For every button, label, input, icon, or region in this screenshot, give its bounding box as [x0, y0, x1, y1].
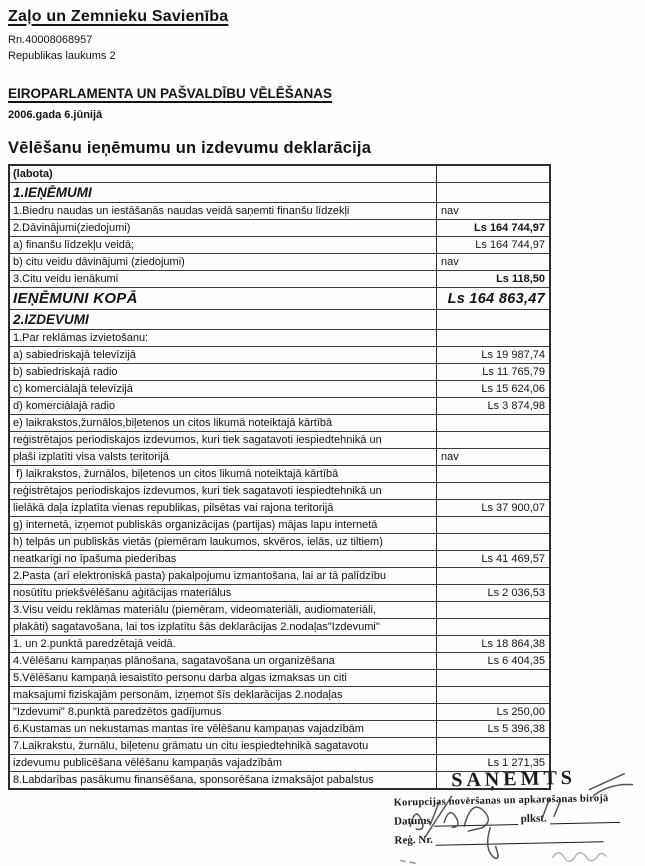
stamp-office-text: Korupcijas novēršanas un apkarošanas birojā [393, 793, 609, 809]
table-row [10, 347, 549, 364]
row-label: (labota) [10, 166, 437, 182]
table-row [10, 670, 549, 687]
table-row [10, 203, 549, 220]
row-value [437, 687, 549, 703]
row-value: Ls 164 744,97 [474, 222, 545, 234]
row-value [437, 310, 549, 329]
row-label: a) finanšu līdzekļu veidā; [10, 237, 437, 253]
table-row [10, 602, 549, 619]
row-value: Ls 250,00 [496, 706, 545, 718]
row-value: Ls 1 271,35 [487, 757, 545, 769]
row-value [437, 330, 549, 346]
row-label: 2.IZDEVUMI [10, 310, 437, 329]
row-label: izdevumu publicēšana vēlēšanu kampaņās vajadzībām [10, 755, 437, 771]
organization-address: Republikas laukums 2 [8, 50, 116, 62]
table-row [10, 551, 549, 568]
row-label: 3.Citu veidu ienākumi [10, 271, 437, 287]
row-value: nav [441, 451, 459, 463]
row-label: 3.Visu veidu reklāmas materiālu (piemēram, videomateriāli, audiomateriāli, [10, 602, 437, 618]
row-label: 1.Biedru naudas un iestāšanās naudas veidā saņemti finanšu līdzekļi [10, 203, 437, 219]
table-row [10, 653, 549, 670]
stamp-received-text: SAŅEMTS [451, 766, 577, 792]
table-row [10, 237, 549, 254]
row-label: 8.Labdarības pasākumu finansēšana, sponsorēšana izmaksājot pabalstus [10, 772, 437, 788]
table-row [10, 568, 549, 585]
received-stamp [393, 765, 645, 866]
table-row [10, 183, 549, 203]
row-label: maksajumi fiziskajām personām, izņemot šīs deklarācijas 2.nodaļas [10, 687, 437, 703]
table-row [10, 466, 549, 483]
table-row [10, 721, 549, 738]
declaration-table [8, 164, 551, 790]
table-row [10, 415, 549, 432]
document-header [0, 0, 645, 158]
row-value: Ls 164 863,47 [447, 291, 545, 307]
stamp-reg-blank [436, 830, 604, 846]
row-label: c) komerciālajā televīzijā [10, 381, 437, 397]
row-label: 1. un 2.punktā paredzētajā veidā. [10, 636, 437, 652]
row-value: Ls 5 396,38 [487, 723, 545, 735]
row-value: Ls 164 744,97 [475, 239, 545, 251]
row-label: lielākā daļa izplatīta vienas republikas, pilsētas vai rajona teritorijā [10, 500, 437, 516]
stamp-reg-label: Reģ. Nr. [394, 833, 434, 847]
row-label: neatkarīgi no īpašuma piederības [10, 551, 437, 567]
row-value [437, 670, 549, 686]
table-row [10, 364, 549, 381]
row-label: reģistrētajos periodiskajos izdevumos, kuri tiek sagatavoti iespiedtehnikā un [10, 483, 437, 499]
stamp-date-line [394, 810, 644, 827]
stamp-date-blank [434, 813, 518, 827]
table-row [10, 310, 549, 330]
registration-number: Rn.40008068957 [8, 34, 93, 46]
row-value: Ls 19 987,74 [481, 349, 545, 361]
row-value: Ls 3 874,98 [487, 400, 545, 412]
row-value: nav [441, 256, 459, 268]
row-value [437, 534, 549, 550]
table-row [10, 398, 549, 415]
row-value [437, 183, 549, 202]
table-row [10, 636, 549, 653]
row-value: Ls 37 900,07 [481, 502, 545, 514]
table-row [10, 704, 549, 721]
row-value: Ls 18 864,38 [481, 638, 545, 650]
table-row [10, 619, 549, 636]
row-value [437, 602, 549, 618]
row-label: g) internetā, izņemot publiskās organizācijas (partijas) mājas lapu internetā [10, 517, 437, 533]
row-label: "Izdevumi" 8.punktā paredzētos gadījumus [10, 704, 437, 720]
stamp-reg-line [394, 829, 644, 846]
row-value [437, 738, 549, 754]
row-label: nosūtītu priekšvēlēšanu aģitācijas materiālus [10, 585, 437, 601]
row-label: b) citu veidu dāvinājumi (ziedojumi) [10, 254, 437, 270]
table-row [10, 288, 549, 310]
table-row [10, 517, 549, 534]
row-value: Ls 2 036,53 [487, 587, 545, 599]
row-value: Ls 15 624,06 [481, 383, 545, 395]
row-value [437, 466, 549, 482]
table-row [10, 687, 549, 704]
row-value: Ls 11 765,79 [482, 366, 545, 378]
row-label: 7.Laikrakstu, žurnālu, biļetenu grāmatu un citu iespiedtehnikā sagatavotu [10, 738, 437, 754]
row-label: 4.Vēlēšanu kampaņas plānošana, sagatavošana un organizēšana [10, 653, 437, 669]
stamp-time-blank [550, 811, 620, 824]
table-row [10, 534, 549, 551]
row-label: f) laikrakstos, žurnālos, biļetenos un citos likumā noteiktajā kārtībā [10, 466, 437, 482]
stamp-time-label: plkst. [520, 812, 547, 825]
table-row [10, 432, 549, 449]
row-label: plakāti) sagatavošana, lai tos izplatītu šās deklarācijas 2.nodaļas"Izdevumi" [10, 619, 437, 635]
row-label: h) telpās un publiskās vietās (piemēram laukumos, skvēros, ielās, uz tiltiem) [10, 534, 437, 550]
table-row [10, 166, 549, 183]
table-row [10, 483, 549, 500]
row-value: Ls 118,50 [496, 273, 545, 285]
election-date: 2006.gada 6.jūnijā [8, 109, 103, 121]
stamp-date-label: Datums [393, 814, 431, 828]
row-value: nav [441, 205, 459, 217]
row-label: a) sabiedriskajā televīzijā [10, 347, 437, 363]
row-value [437, 432, 549, 448]
row-value [437, 483, 549, 499]
organization-name: Zaļo un Zemnieku Savienība [8, 8, 229, 25]
row-label: plaši izplatīti visa valsts teritorijā [10, 449, 437, 465]
election-title: EIROPARLAMENTA UN PAŠVALDĪBU VĒLĒŠANAS [8, 86, 333, 101]
table-row [10, 271, 549, 288]
row-value [437, 517, 549, 533]
row-label: IEŅĒMUNI KOPĀ [10, 288, 437, 309]
table-row [10, 738, 549, 755]
row-label: reģistrētajos periodiskajos izdevumos, kuri tiek sagatavoti iespiedtehnikā un [10, 432, 437, 448]
table-row [10, 449, 549, 466]
table-row [10, 381, 549, 398]
row-label: 1.Par reklāmas izvietošanu: [10, 330, 437, 346]
document-title: Vēlēšanu ieņēmumu un izdevumu deklarācija [8, 139, 372, 157]
row-label: 1.IEŅĒMUMI [10, 183, 437, 202]
table-row [10, 500, 549, 517]
row-value: Ls 6 404,35 [487, 655, 545, 667]
table-row [10, 220, 549, 237]
row-label: e) laikrakstos,žurnālos,biļetenos un citos likumā noteiktajā kārtībā [10, 415, 437, 431]
row-label: b) sabiedriskajā radio [10, 364, 437, 380]
row-value [437, 619, 549, 635]
table-row [10, 330, 549, 347]
table-row [10, 585, 549, 602]
row-value [437, 415, 549, 431]
row-value: Ls 41 469,57 [481, 553, 545, 565]
row-value [437, 166, 549, 182]
row-label: 5.Vēlēšanu kampaņā iesaistīto personu darba algas izmaksas un citi [10, 670, 437, 686]
row-value [437, 568, 549, 584]
row-label: d) komerciālajā radio [10, 398, 437, 414]
table-row [10, 254, 549, 271]
row-label: 6.Kustamas un nekustamas mantas īre vēlēšanu kampaņas vajadzībām [10, 721, 437, 737]
row-label: 2.Pasta (arī elektroniskā pasta) pakalpojumu izmantošana, lai ar tā palīdzību [10, 568, 437, 584]
row-label: 2.Dāvinājumi(ziedojumi) [10, 220, 437, 236]
